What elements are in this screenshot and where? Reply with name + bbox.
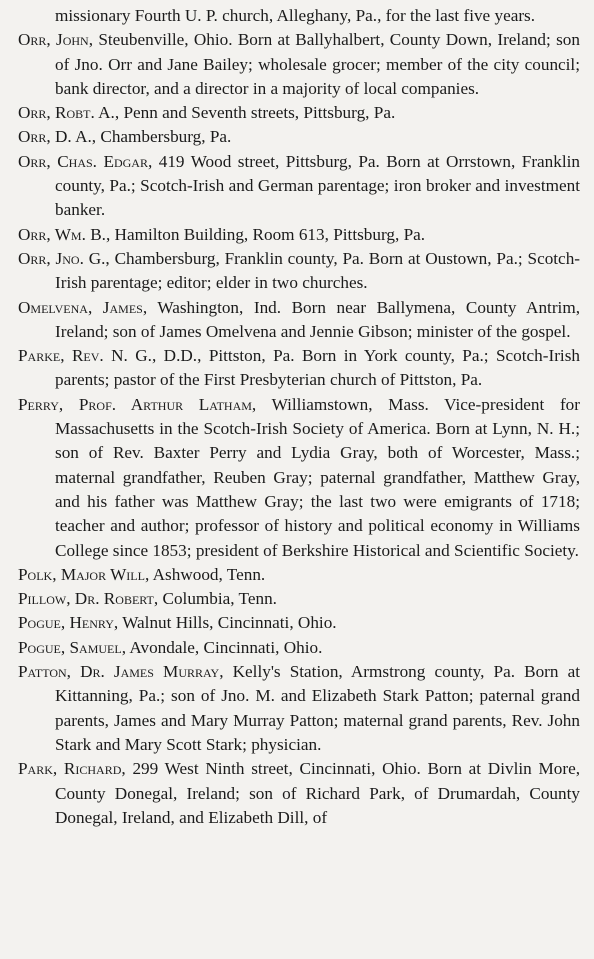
- entry-text: Kelly's Station, Armstrong county, Pa. Born at Kittanning, Pa.; son of Jno. M. and Elizabeth Stark Patton; paternal grand parents, James and Mary Murray Patton; maternal grand parents, Rev. John Stark and Mary Scott Stark; physician.: [55, 662, 581, 754]
- entry-name: Pogue, Henry,: [18, 613, 119, 633]
- entry-text: 299 West Ninth street, Cincinnati, Ohio. Born at Divlin More, County Donegal, Ireland; son of Richard Park, of Drumardah, County Donegal, Ireland, and Elizabeth Dill, of: [55, 759, 580, 827]
- entry-text: Williamstown, Mass. Vice-president for Massachusetts in the Scotch-Irish Society of America. Born at Lynn, N. H.; son of Rev. Baxter Perry and Lydia Gray, both of Worcester, Mass.; maternal grandfather, Reuben Gray; paternal grandfather, Matthew Gray, and his father was Matthew Gray; the last two were emigrants of 1718; teacher and author; professor of history and political economy in Williams College since 1853; president of Berkshire Historical and Scientific Society.: [55, 394, 580, 560]
- list-item: [18, 247, 580, 296]
- entry-name: Orr, Chas. Edgar,: [18, 151, 153, 171]
- entry-name: Patton, Dr. James Murray,: [18, 662, 224, 682]
- list-item: [18, 150, 580, 223]
- entry-text: 419 Wood street, Pittsburg, Pa. Born at Orrstown, Franklin county, Pa.; Scotch-Irish and German parentage; iron broker and investment banker.: [55, 151, 581, 220]
- list-item: [18, 223, 580, 247]
- entry-name: Parke, Rev. N. G., D.D.,: [18, 346, 202, 366]
- entry-text: Hamilton Building, Room 613, Pittsburg, Pa.: [114, 224, 426, 244]
- list-item: [18, 28, 580, 101]
- entry-name: Pogue, Samuel,: [18, 637, 126, 657]
- entry-text: Avondale, Cincinnati, Ohio.: [129, 637, 323, 657]
- list-item: [18, 611, 580, 635]
- entry-text: Pittston, Pa. Born in York county, Pa.; Scotch-Irish parents; pastor of the First Presbyterian church of Pittston, Pa.: [55, 346, 580, 390]
- entry-list: [18, 4, 580, 830]
- list-item: [18, 125, 580, 149]
- list-item: [18, 563, 580, 587]
- list-item: [18, 101, 580, 125]
- list-item: [18, 587, 580, 611]
- entry-text: Chambersburg, Franklin county, Pa. Born at Oustown, Pa.; Scotch-Irish parentage; editor; elder in two churches.: [55, 248, 581, 293]
- list-item: [18, 757, 580, 830]
- entry-name: Polk, Major Will,: [18, 564, 150, 584]
- list-item: [18, 344, 580, 393]
- entry-name: Orr, Jno. G.,: [18, 248, 110, 268]
- entry-name: Orr, John,: [18, 30, 94, 50]
- list-item: [18, 636, 580, 660]
- entry-text: Penn and Seventh streets, Pittsburg, Pa.: [123, 103, 396, 123]
- list-item: [18, 660, 580, 757]
- list-item: [18, 393, 580, 563]
- entry-name: Orr, D. A.,: [18, 127, 97, 147]
- list-item: [18, 296, 580, 345]
- entry-text: Washington, Ind. Born near Ballymena, County Antrim, Ireland; son of James Omelvena and Jennie Gibson; minister of the gospel.: [55, 297, 580, 341]
- entry-name: Perry, Prof. Arthur Latham,: [18, 394, 257, 414]
- entry-text: Walnut Hills, Cincinnati, Ohio.: [122, 613, 337, 633]
- entry-name: Orr, Robt. A.,: [18, 103, 120, 123]
- list-item: [18, 4, 580, 28]
- entry-name: Omelvena, James,: [18, 297, 148, 317]
- entry-name: Park, Richard,: [18, 759, 126, 779]
- entry-text: Chambersburg, Pa.: [100, 127, 232, 147]
- entry-text: Steubenville, Ohio. Born at Ballyhalbert, County Down, Ireland; son of Jno. Orr and Jane Bailey; wholesale grocer; member of the city council; bank director, and a director in a majority of local companies.: [55, 30, 580, 98]
- entry-name: Pillow, Dr. Robert,: [18, 589, 159, 609]
- entry-name: Orr, Wm. B.,: [18, 224, 111, 244]
- entry-text: missionary Fourth U. P. church, Alleghany, Pa., for the last five years.: [55, 6, 536, 25]
- entry-text: Ashwood, Tenn.: [152, 564, 266, 584]
- entry-text: Columbia, Tenn.: [162, 589, 277, 609]
